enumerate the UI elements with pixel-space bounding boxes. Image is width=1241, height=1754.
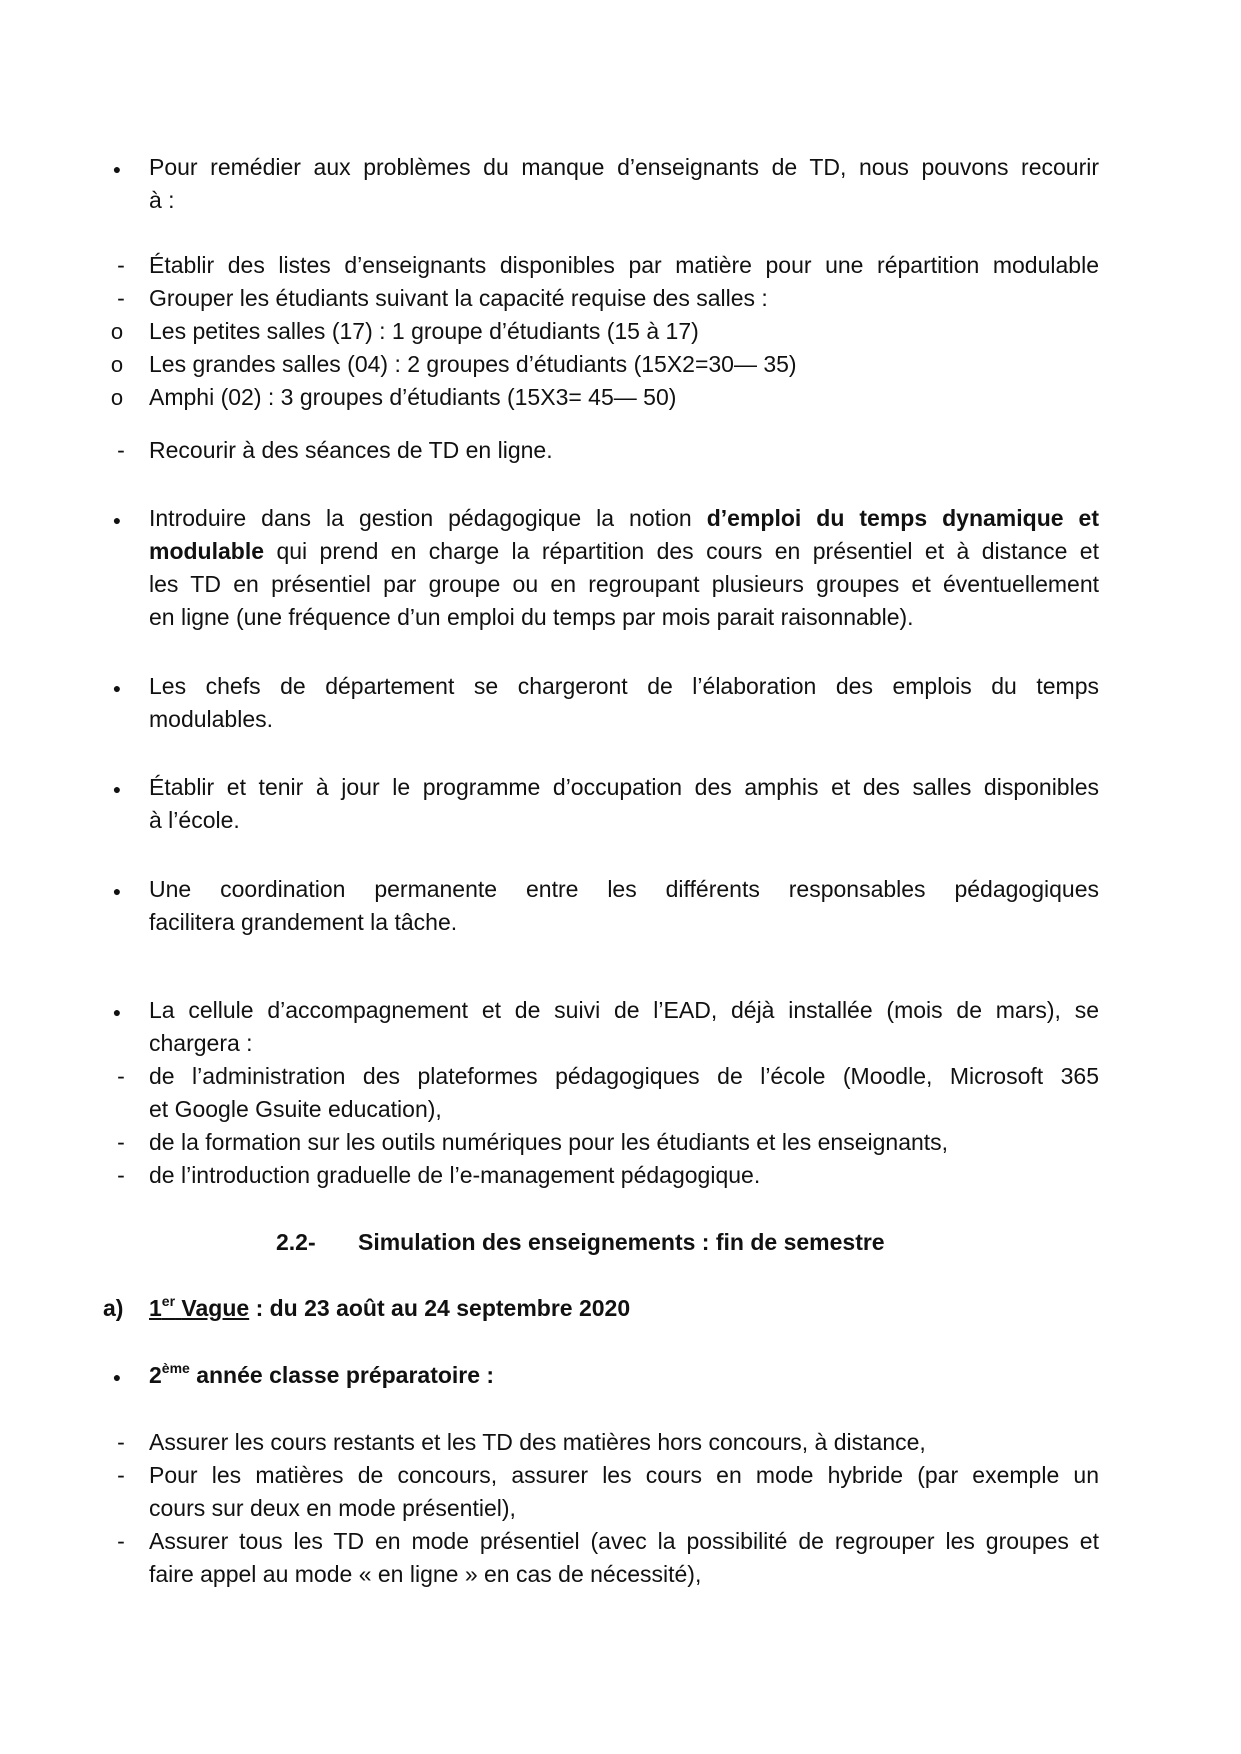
paragraph-text: à :: [149, 187, 175, 213]
prep-number: 2: [149, 1362, 162, 1388]
bold-text: d’emploi du temps dynamique et: [706, 505, 1099, 531]
paragraph-text: Recourir à des séances de TD en ligne.: [149, 437, 553, 463]
wave-title: [149, 1292, 1099, 1325]
text-run: Introduire dans la gestion pédagogique la notion: [149, 505, 707, 531]
list-label: a): [103, 1295, 124, 1321]
paragraph-text: [149, 502, 1099, 535]
dash-icon: -: [117, 285, 125, 311]
paragraph-text: Assurer tous les TD en mode présentiel (avec la possibilité de regrouper les groupes et: [149, 1528, 1099, 1554]
wave-underlined: [149, 1295, 249, 1321]
circle-bullet-icon: o: [110, 352, 124, 377]
bold-text: modulable: [149, 538, 265, 564]
paragraph-text: Grouper les étudiants suivant la capacité requise des salles :: [149, 285, 768, 311]
paragraph-text: Pour les matières de concours, assurer les cours en mode hybride (par exemple un: [149, 1462, 1099, 1488]
wave-number: 1: [149, 1295, 162, 1321]
paragraph-text: cours sur deux en mode présentiel),: [149, 1495, 516, 1521]
paragraph-text: Les grandes salles (04) : 2 groupes d’étudiants (15X2=30— 35): [149, 351, 797, 377]
prep-title: [149, 1359, 1099, 1392]
dash-icon: -: [117, 1162, 125, 1188]
paragraph-text: de la formation sur les outils numériques pour les étudiants et les enseignants,: [149, 1129, 949, 1155]
circle-bullet-icon: o: [110, 385, 124, 410]
paragraph-text: Établir des listes d’enseignants disponibles par matière pour une répartition modulable: [149, 252, 1099, 278]
bullet-icon: ●: [112, 883, 122, 899]
bullet-icon: ●: [112, 680, 122, 696]
bullet-icon: ●: [112, 1004, 122, 1020]
wave-dates: : du 23 août au 24 septembre 2020: [249, 1295, 631, 1321]
wave-word: Vague: [181, 1295, 250, 1321]
paragraph-text: Les petites salles (17) : 1 groupe d’étudiants (15 à 17): [149, 318, 699, 344]
bullet-icon: ●: [112, 161, 122, 177]
dash-icon: -: [117, 1129, 125, 1155]
bullet-icon: ●: [112, 512, 122, 528]
paragraph-text: Assurer les cours restants et les TD des matières hors concours, à distance,: [149, 1429, 926, 1455]
paragraph-text: Établir et tenir à jour le programme d’occupation des amphis et des salles disponibles: [149, 774, 1099, 800]
dash-icon: -: [117, 252, 125, 278]
paragraph-text: Les chefs de département se chargeront de l’élaboration des emplois du temps: [149, 673, 1099, 699]
paragraph-text: à l’école.: [149, 807, 240, 833]
prep-superscript: ème: [161, 1360, 190, 1376]
paragraph-text: et Google Gsuite education),: [149, 1096, 442, 1122]
bullet-icon: ●: [112, 781, 122, 797]
paragraph-text: La cellule d’accompagnement et de suivi de l’EAD, déjà installée (mois de mars), se: [149, 997, 1099, 1023]
paragraph-text: de l’administration des plateformes pédagogiques de l’école (Moodle, Microsoft 365: [149, 1063, 1099, 1089]
paragraph-text: les TD en présentiel par groupe ou en regroupant plusieurs groupes et éventuellement: [149, 571, 1099, 597]
paragraph-text: Une coordination permanente entre les différents responsables pédagogiques: [149, 876, 1099, 902]
paragraph-text: chargera :: [149, 1030, 253, 1056]
section-title: Simulation des enseignements : fin de semestre: [358, 1229, 885, 1255]
dash-icon: -: [117, 1429, 125, 1455]
dash-icon: -: [117, 1063, 125, 1089]
paragraph-text: en ligne (une fréquence d’un emploi du temps par mois parait raisonnable).: [149, 604, 914, 630]
paragraph-text: Amphi (02) : 3 groupes d’étudiants (15X3= 45— 50): [149, 384, 677, 410]
bullet-icon: ●: [112, 1369, 122, 1385]
text-run: qui prend en charge la répartition des cours en présentiel et à distance et: [264, 538, 1099, 564]
paragraph-text: Pour remédier aux problèmes du manque d’enseignants de TD, nous pouvons recourir: [149, 154, 1099, 180]
dash-icon: -: [117, 437, 125, 463]
paragraph-text: [149, 535, 1099, 568]
paragraph-text: facilitera grandement la tâche.: [149, 909, 458, 935]
circle-bullet-icon: o: [110, 319, 124, 344]
section-number: 2.2-: [276, 1229, 316, 1255]
dash-icon: -: [117, 1462, 125, 1488]
wave-superscript: er: [161, 1293, 176, 1309]
paragraph-text: faire appel au mode « en ligne » en cas de nécessité),: [149, 1561, 702, 1587]
paragraph-text: de l’introduction graduelle de l’e-management pédagogique.: [149, 1162, 761, 1188]
dash-icon: -: [117, 1528, 125, 1554]
paragraph-text: modulables.: [149, 706, 274, 732]
prep-rest: année classe préparatoire :: [189, 1362, 495, 1388]
